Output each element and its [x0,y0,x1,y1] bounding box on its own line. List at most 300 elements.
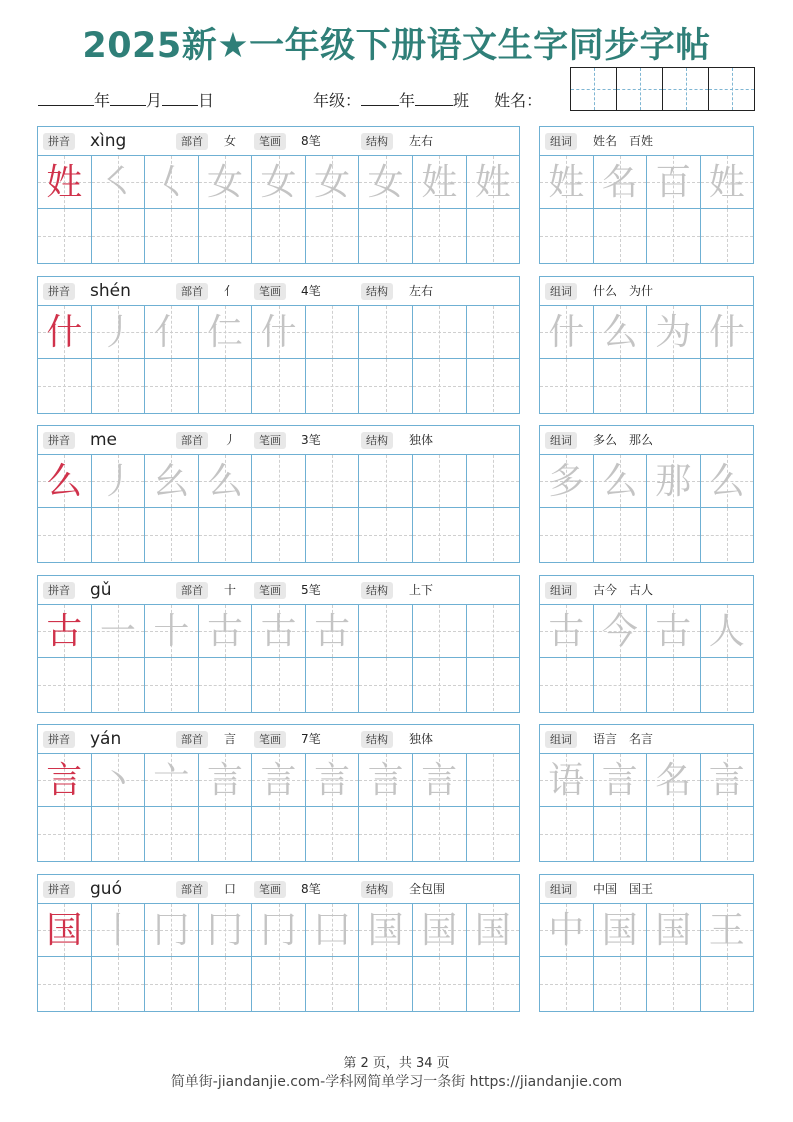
practice-square[interactable] [38,156,91,209]
radical-tag: 部首 [176,133,208,150]
practice-square[interactable] [467,807,520,860]
practice-column [92,455,146,562]
stroke-step: 女 [314,162,351,203]
word-square[interactable] [540,754,593,807]
practice-column [145,156,199,263]
practice-square[interactable] [145,209,198,262]
stroke-step: 么 [206,461,243,502]
practice-column [413,306,467,413]
word-square[interactable] [647,306,700,359]
word-square[interactable] [540,658,593,711]
practice-square[interactable] [359,306,412,359]
stroke-step: 姓 [474,162,511,203]
word-square[interactable] [594,658,647,711]
practice-square[interactable] [306,957,359,1010]
stroke-step: 仁 [206,312,243,353]
practice-square[interactable] [413,209,466,262]
year-label: 年 [94,91,111,110]
month-blank[interactable] [110,91,146,106]
words-grid [540,754,753,861]
word-character: 今 [601,611,638,652]
practice-square[interactable] [306,209,359,262]
structure-tag: 结构 [361,582,393,599]
practice-square[interactable] [359,156,412,209]
practice-square[interactable] [359,508,412,561]
words-grid [540,455,753,562]
practice-square[interactable] [252,306,305,359]
practice-column [199,156,253,263]
words-value: 什么 为什 [593,284,654,298]
word-column [647,455,701,562]
words-header [540,426,753,455]
word-square[interactable] [540,156,593,209]
practice-square[interactable] [92,904,145,957]
pinyin-value: yán [90,729,122,749]
practice-column [145,605,199,712]
name-box[interactable] [570,67,755,111]
practice-square[interactable] [413,156,466,209]
words-header [540,576,753,605]
word-square[interactable] [647,658,700,711]
page-number: 第 2 页，共 34 页 [343,1056,450,1071]
practice-square[interactable] [467,306,520,359]
words-header [540,277,753,306]
character-card [37,575,520,713]
practice-column [359,455,413,562]
practice-column [92,605,146,712]
stroke-step: 女 [260,162,297,203]
practice-square[interactable] [413,658,466,711]
word-square[interactable] [701,508,754,561]
practice-square[interactable] [199,306,252,359]
stroke-step: 一 [99,611,136,652]
practice-square[interactable] [252,658,305,711]
practice-square[interactable] [413,807,466,860]
practice-square[interactable] [199,957,252,1010]
practice-column [467,156,520,263]
stroke-step: 亠 [153,760,190,801]
practice-square[interactable] [38,306,91,359]
word-column [647,306,701,413]
word-square[interactable] [540,957,593,1010]
words-card [539,425,754,563]
strokes-tag: 笔画 [254,133,286,150]
word-square[interactable] [540,455,593,508]
word-square[interactable] [701,957,754,1010]
words-tag: 组词 [545,133,577,150]
practice-square[interactable] [413,605,466,658]
practice-square[interactable] [306,658,359,711]
practice-square[interactable] [413,306,466,359]
word-square[interactable] [647,455,700,508]
practice-column [38,455,92,562]
pinyin-tag: 拼音 [43,881,75,898]
word-column [701,306,754,413]
practice-square[interactable] [145,957,198,1010]
word-square[interactable] [647,807,700,860]
practice-square[interactable] [38,209,91,262]
practice-square[interactable] [145,455,198,508]
practice-column [359,306,413,413]
practice-square[interactable] [199,508,252,561]
main-character: 国 [46,910,83,951]
stroke-step: ㇛ [99,162,136,203]
practice-column [38,904,92,1011]
practice-square[interactable] [467,658,520,711]
structure-tag: 结构 [361,881,393,898]
practice-square[interactable] [252,754,305,807]
day-blank[interactable] [162,91,198,106]
practice-column [145,455,199,562]
word-column [594,754,648,861]
practice-square[interactable] [467,209,520,262]
practice-column [306,605,360,712]
word-square[interactable] [647,904,700,957]
practice-square[interactable] [145,359,198,412]
practice-square[interactable] [252,957,305,1010]
word-column [701,754,754,861]
word-square[interactable] [701,306,754,359]
practice-square[interactable] [467,957,520,1010]
practice-square[interactable] [413,957,466,1010]
word-character: 什 [708,312,745,353]
practice-square[interactable] [306,754,359,807]
word-character: 姓 [708,162,745,203]
practice-grid [38,605,519,712]
word-square[interactable] [701,807,754,860]
word-square[interactable] [594,209,647,262]
word-character: 多 [548,461,585,502]
name-cell[interactable] [571,68,617,110]
word-character: 姓 [548,162,585,203]
practice-square[interactable] [359,209,412,262]
word-character: 名 [655,760,692,801]
practice-square[interactable] [145,807,198,860]
practice-square[interactable] [92,957,145,1010]
radical-tag: 部首 [176,432,208,449]
practice-square[interactable] [252,904,305,957]
practice-square[interactable] [467,754,520,807]
word-square[interactable] [647,957,700,1010]
practice-square[interactable] [359,904,412,957]
word-character: 言 [601,760,638,801]
practice-column [92,306,146,413]
date-line [38,88,214,111]
word-square[interactable] [647,156,700,209]
practice-square[interactable] [306,508,359,561]
word-character: 国 [655,910,692,951]
practice-square[interactable] [199,904,252,957]
practice-column [92,754,146,861]
pinyin-value: shén [90,281,131,301]
practice-square[interactable] [92,807,145,860]
structure-value: 独体 [409,433,434,447]
word-square[interactable] [594,904,647,957]
practice-square[interactable] [359,957,412,1010]
stroke-step: 女 [206,162,243,203]
radical-value: 女 [224,134,237,148]
main-character: 么 [46,461,83,502]
practice-column [413,904,467,1011]
practice-square[interactable] [306,455,359,508]
practice-square[interactable] [38,807,91,860]
stroke-step: 丿 [99,312,136,353]
word-square[interactable] [540,306,593,359]
pinyin-tag: 拼音 [43,582,75,599]
practice-square[interactable] [467,904,520,957]
practice-square[interactable] [199,156,252,209]
word-square[interactable] [594,508,647,561]
word-square[interactable] [594,156,647,209]
word-square[interactable] [594,306,647,359]
character-info-header [38,576,519,605]
practice-square[interactable] [38,605,91,658]
words-tag: 组词 [545,881,577,898]
practice-square[interactable] [359,658,412,711]
words-value: 多么 那么 [593,433,654,447]
practice-square[interactable] [252,508,305,561]
stroke-step: 言 [314,760,351,801]
word-column [540,306,594,413]
practice-square[interactable] [199,605,252,658]
word-square[interactable] [701,455,754,508]
practice-square[interactable] [359,455,412,508]
practice-square[interactable] [92,658,145,711]
practice-square[interactable] [252,359,305,412]
practice-column [306,455,360,562]
word-square[interactable] [701,605,754,658]
practice-square[interactable] [199,455,252,508]
practice-grid [38,306,519,413]
practice-square[interactable] [252,209,305,262]
words-value: 语言 名言 [593,732,654,746]
practice-column [467,605,520,712]
practice-square[interactable] [413,904,466,957]
name-cell[interactable] [663,68,709,110]
practice-column [252,455,306,562]
practice-column [467,904,520,1011]
practice-square[interactable] [359,807,412,860]
word-column [540,904,594,1011]
practice-square[interactable] [359,359,412,412]
practice-grid [38,455,519,562]
practice-square[interactable] [467,156,520,209]
character-info-header [38,127,519,156]
practice-square[interactable] [306,156,359,209]
word-column [647,754,701,861]
practice-square[interactable] [252,605,305,658]
practice-square[interactable] [92,605,145,658]
practice-square[interactable] [467,605,520,658]
practice-square[interactable] [306,306,359,359]
practice-column [359,904,413,1011]
word-square[interactable] [701,359,754,412]
practice-square[interactable] [92,306,145,359]
word-column [594,455,648,562]
class-label: 班 [453,91,470,110]
practice-column [252,904,306,1011]
word-square[interactable] [540,359,593,412]
practice-square[interactable] [145,904,198,957]
practice-square[interactable] [306,807,359,860]
words-grid [540,306,753,413]
word-square[interactable] [647,605,700,658]
practice-square[interactable] [413,508,466,561]
word-character: 么 [601,461,638,502]
practice-square[interactable] [306,605,359,658]
word-column [594,904,648,1011]
word-character: 人 [708,611,745,652]
practice-square[interactable] [38,957,91,1010]
practice-grid [38,156,519,263]
strokes-tag: 笔画 [254,881,286,898]
stroke-step: 女 [367,162,404,203]
practice-square[interactable] [252,455,305,508]
word-square[interactable] [701,658,754,711]
practice-grid [38,754,519,861]
pinyin-tag: 拼音 [43,432,75,449]
strokes-value: 8笔 [301,134,321,148]
practice-square[interactable] [38,904,91,957]
word-square[interactable] [701,209,754,262]
word-square[interactable] [540,209,593,262]
strokes-value: 5笔 [301,583,321,597]
word-square[interactable] [540,508,593,561]
word-square[interactable] [647,754,700,807]
practice-column [199,904,253,1011]
word-square[interactable] [540,904,593,957]
word-character: 古 [548,611,585,652]
radical-value: 言 [224,732,237,746]
word-square[interactable] [594,957,647,1010]
practice-square[interactable] [92,209,145,262]
word-column [647,156,701,263]
practice-square[interactable] [306,904,359,957]
character-card [37,276,520,414]
practice-square[interactable] [413,359,466,412]
word-square[interactable] [647,359,700,412]
practice-column [199,605,253,712]
practice-column [38,156,92,263]
practice-square[interactable] [92,156,145,209]
practice-square[interactable] [92,508,145,561]
practice-square[interactable] [92,359,145,412]
word-square[interactable] [540,605,593,658]
words-header [540,127,753,156]
practice-square[interactable] [413,455,466,508]
practice-square[interactable] [38,658,91,711]
practice-square[interactable] [92,754,145,807]
practice-square[interactable] [199,359,252,412]
word-square[interactable] [594,807,647,860]
stroke-step: 囗 [314,910,351,951]
word-square[interactable] [540,807,593,860]
practice-square[interactable] [199,658,252,711]
pinyin-tag: 拼音 [43,731,75,748]
practice-square[interactable] [38,508,91,561]
words-card [539,126,754,264]
practice-square[interactable] [252,807,305,860]
character-info-header [38,426,519,455]
character-card [37,425,520,563]
practice-square[interactable] [199,754,252,807]
word-column [594,306,648,413]
word-square[interactable] [701,754,754,807]
practice-square[interactable] [359,754,412,807]
word-character: 中 [548,910,585,951]
year-blank[interactable] [38,91,94,106]
word-square[interactable] [701,904,754,957]
practice-column [38,605,92,712]
practice-square[interactable] [145,754,198,807]
practice-square[interactable] [252,156,305,209]
grade-blank[interactable] [361,91,399,106]
practice-square[interactable] [413,754,466,807]
practice-square[interactable] [145,306,198,359]
word-square[interactable] [647,508,700,561]
pinyin-tag: 拼音 [43,283,75,300]
practice-square[interactable] [467,359,520,412]
practice-square[interactable] [38,455,91,508]
stroke-step: 十 [153,611,190,652]
word-column [540,605,594,712]
practice-square[interactable] [145,156,198,209]
word-square[interactable] [594,754,647,807]
practice-square[interactable] [145,605,198,658]
word-square[interactable] [594,605,647,658]
main-character: 古 [46,611,83,652]
practice-square[interactable] [467,508,520,561]
word-character: 古 [655,611,692,652]
stroke-step: 言 [260,760,297,801]
radical-value: 丿 [224,433,237,447]
class-blank[interactable] [415,91,453,106]
stroke-step: 古 [314,611,351,652]
practice-square[interactable] [145,508,198,561]
practice-column [38,754,92,861]
word-square[interactable] [594,359,647,412]
stroke-step: 什 [260,312,297,353]
practice-square[interactable] [38,754,91,807]
words-value: 古今 古人 [593,583,654,597]
practice-square[interactable] [467,455,520,508]
character-card [37,874,520,1012]
practice-column [252,306,306,413]
practice-square[interactable] [38,359,91,412]
name-cell[interactable] [709,68,754,110]
name-cell[interactable] [617,68,663,110]
practice-square[interactable] [145,658,198,711]
practice-square[interactable] [92,455,145,508]
stroke-step: 古 [260,611,297,652]
practice-square[interactable] [199,209,252,262]
practice-square[interactable] [359,605,412,658]
word-square[interactable] [647,209,700,262]
word-column [540,156,594,263]
practice-column [145,754,199,861]
strokes-value: 3笔 [301,433,321,447]
word-square[interactable] [594,455,647,508]
word-square[interactable] [701,156,754,209]
words-value: 中国 国王 [593,882,654,896]
strokes-tag: 笔画 [254,731,286,748]
practice-square[interactable] [199,807,252,860]
main-character: 什 [46,312,83,353]
name-label: 姓名： [494,91,543,110]
structure-tag: 结构 [361,432,393,449]
practice-square[interactable] [306,359,359,412]
practice-column [306,754,360,861]
